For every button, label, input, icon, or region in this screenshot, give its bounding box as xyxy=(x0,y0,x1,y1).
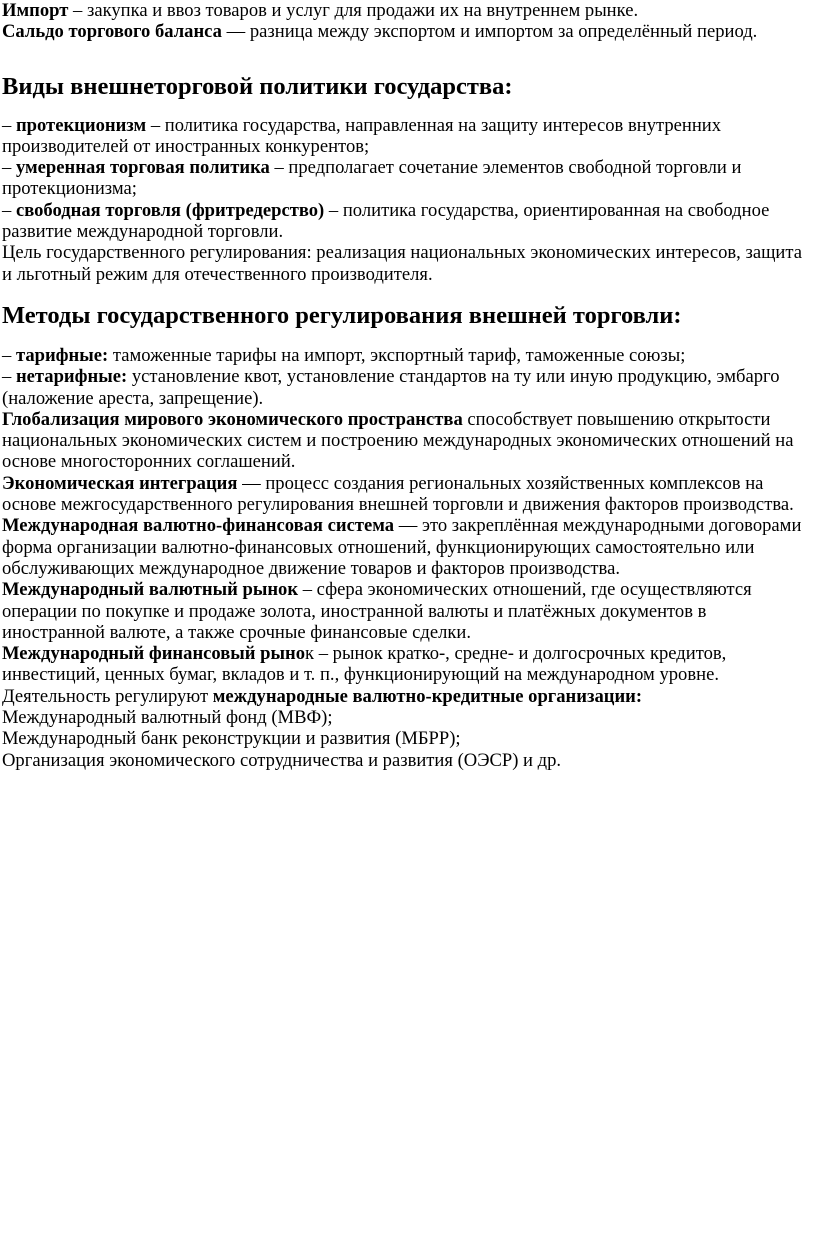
definition-text: – сфера экономических отношений, где осуществляются операции по покупке и продаже золота, иностранной валюты и платёжных документов в иностранной валюте, а также срочные финансовые сделки. xyxy=(2,579,752,643)
definition-globalization xyxy=(2,409,806,473)
term: Экономическая интеграция xyxy=(2,472,238,494)
term: Импорт xyxy=(2,0,69,21)
term: нетарифные: xyxy=(15,366,128,388)
list-item-non-tariff xyxy=(2,366,806,409)
list-dash: – xyxy=(2,157,16,179)
definition-monetary-system xyxy=(2,515,806,579)
org-oecd: Организация экономического сотрудничества и развития (ОЭСР) и др. xyxy=(2,749,562,771)
list-item-moderate-policy xyxy=(2,157,806,200)
list-dash: – xyxy=(2,344,16,366)
definition-text: – политика государства, ориентированная на свободное развитие международной торговли. xyxy=(2,199,770,243)
term: Международный валютный рынок xyxy=(2,579,299,601)
term: Глобализация мирового экономического пространства xyxy=(2,408,463,430)
list-dash: – xyxy=(2,114,16,136)
definition-text: – предполагает сочетание элементов свободной торговли и протекционизма; xyxy=(2,157,742,200)
definition-text: к – рынок кратко-, средне- и долгосрочных кредитов, инвестиций, ценных бумаг, вкладов и т. п., функционирующий на международном уровне. xyxy=(2,643,727,686)
section-heading-regulation-methods: Методы государственного регулирования внешней торговли: xyxy=(2,301,682,329)
org-imf: Международный валютный фонд (МВФ); xyxy=(2,707,333,729)
definition-financial-market xyxy=(2,643,806,686)
term: международные валютно-кредитные организации: xyxy=(212,685,643,707)
list-item-protectionism xyxy=(2,115,806,158)
term: Сальдо торгового баланса xyxy=(2,21,222,43)
list-item-free-trade xyxy=(2,200,806,243)
definition-text: таможенные тарифы на импорт, экспортный тариф, таможенные союзы; xyxy=(108,344,686,366)
term: умеренная торговая политика xyxy=(15,157,270,179)
definition-text: — разница между экспортом и импортом за определённый период. xyxy=(221,21,758,43)
definition-import xyxy=(2,0,806,21)
regulation-goal: Цель государственного регулирования: реализация национальных экономических интересов, защита и льготный режим для отечественного производителя. xyxy=(2,242,802,285)
term: Международная валютно-финансовая система xyxy=(2,515,395,537)
definition-text: – закупка и ввоз товаров и услуг для продажи их на внутреннем рынке. xyxy=(68,0,639,21)
term: Международный финансовый рыно xyxy=(2,643,306,665)
list-dash: – xyxy=(2,199,16,221)
term: тарифные: xyxy=(15,344,109,366)
definition-text: — процесс создания региональных хозяйственных комплексов на основе межгосударственного регулирования внешней торговли и движения факторов производства. xyxy=(2,472,794,516)
term: протекционизм xyxy=(15,114,147,136)
term: свободная торговля (фритредерство) xyxy=(15,199,325,221)
definition-text: – политика государства, направленная на защиту интересов внутренних производителей от иностранных конкурентов; xyxy=(2,114,722,157)
definition-text: способствует повышению открытости национальных экономических систем и построению международных экономических отношений на основе многосторонних соглашений. xyxy=(2,408,794,473)
org-ibrd: Международный банк реконструкции и развития (МБРР); xyxy=(2,728,461,750)
definition-currency-market xyxy=(2,579,806,643)
definition-economic-integration xyxy=(2,473,806,516)
list-item-tariff xyxy=(2,345,806,366)
list-dash: – xyxy=(2,366,16,388)
definition-text: — это закреплённая международными договорами форма организации валютно-финансовых отношений, функционирующих самостоятельно или обслуживающих международное движение товаров и факторов производства. xyxy=(2,515,802,579)
regulators-intro xyxy=(2,686,806,707)
regulators-intro-text: Деятельность регулируют xyxy=(2,685,213,707)
definition-trade-balance xyxy=(2,21,806,42)
definition-text: установление квот, установление стандартов на ту или иную продукцию, эмбарго (наложение ареста, запрещение). xyxy=(2,366,780,409)
section-heading-trade-policy-types: Виды внешнеторговой политики государства: xyxy=(2,72,513,100)
